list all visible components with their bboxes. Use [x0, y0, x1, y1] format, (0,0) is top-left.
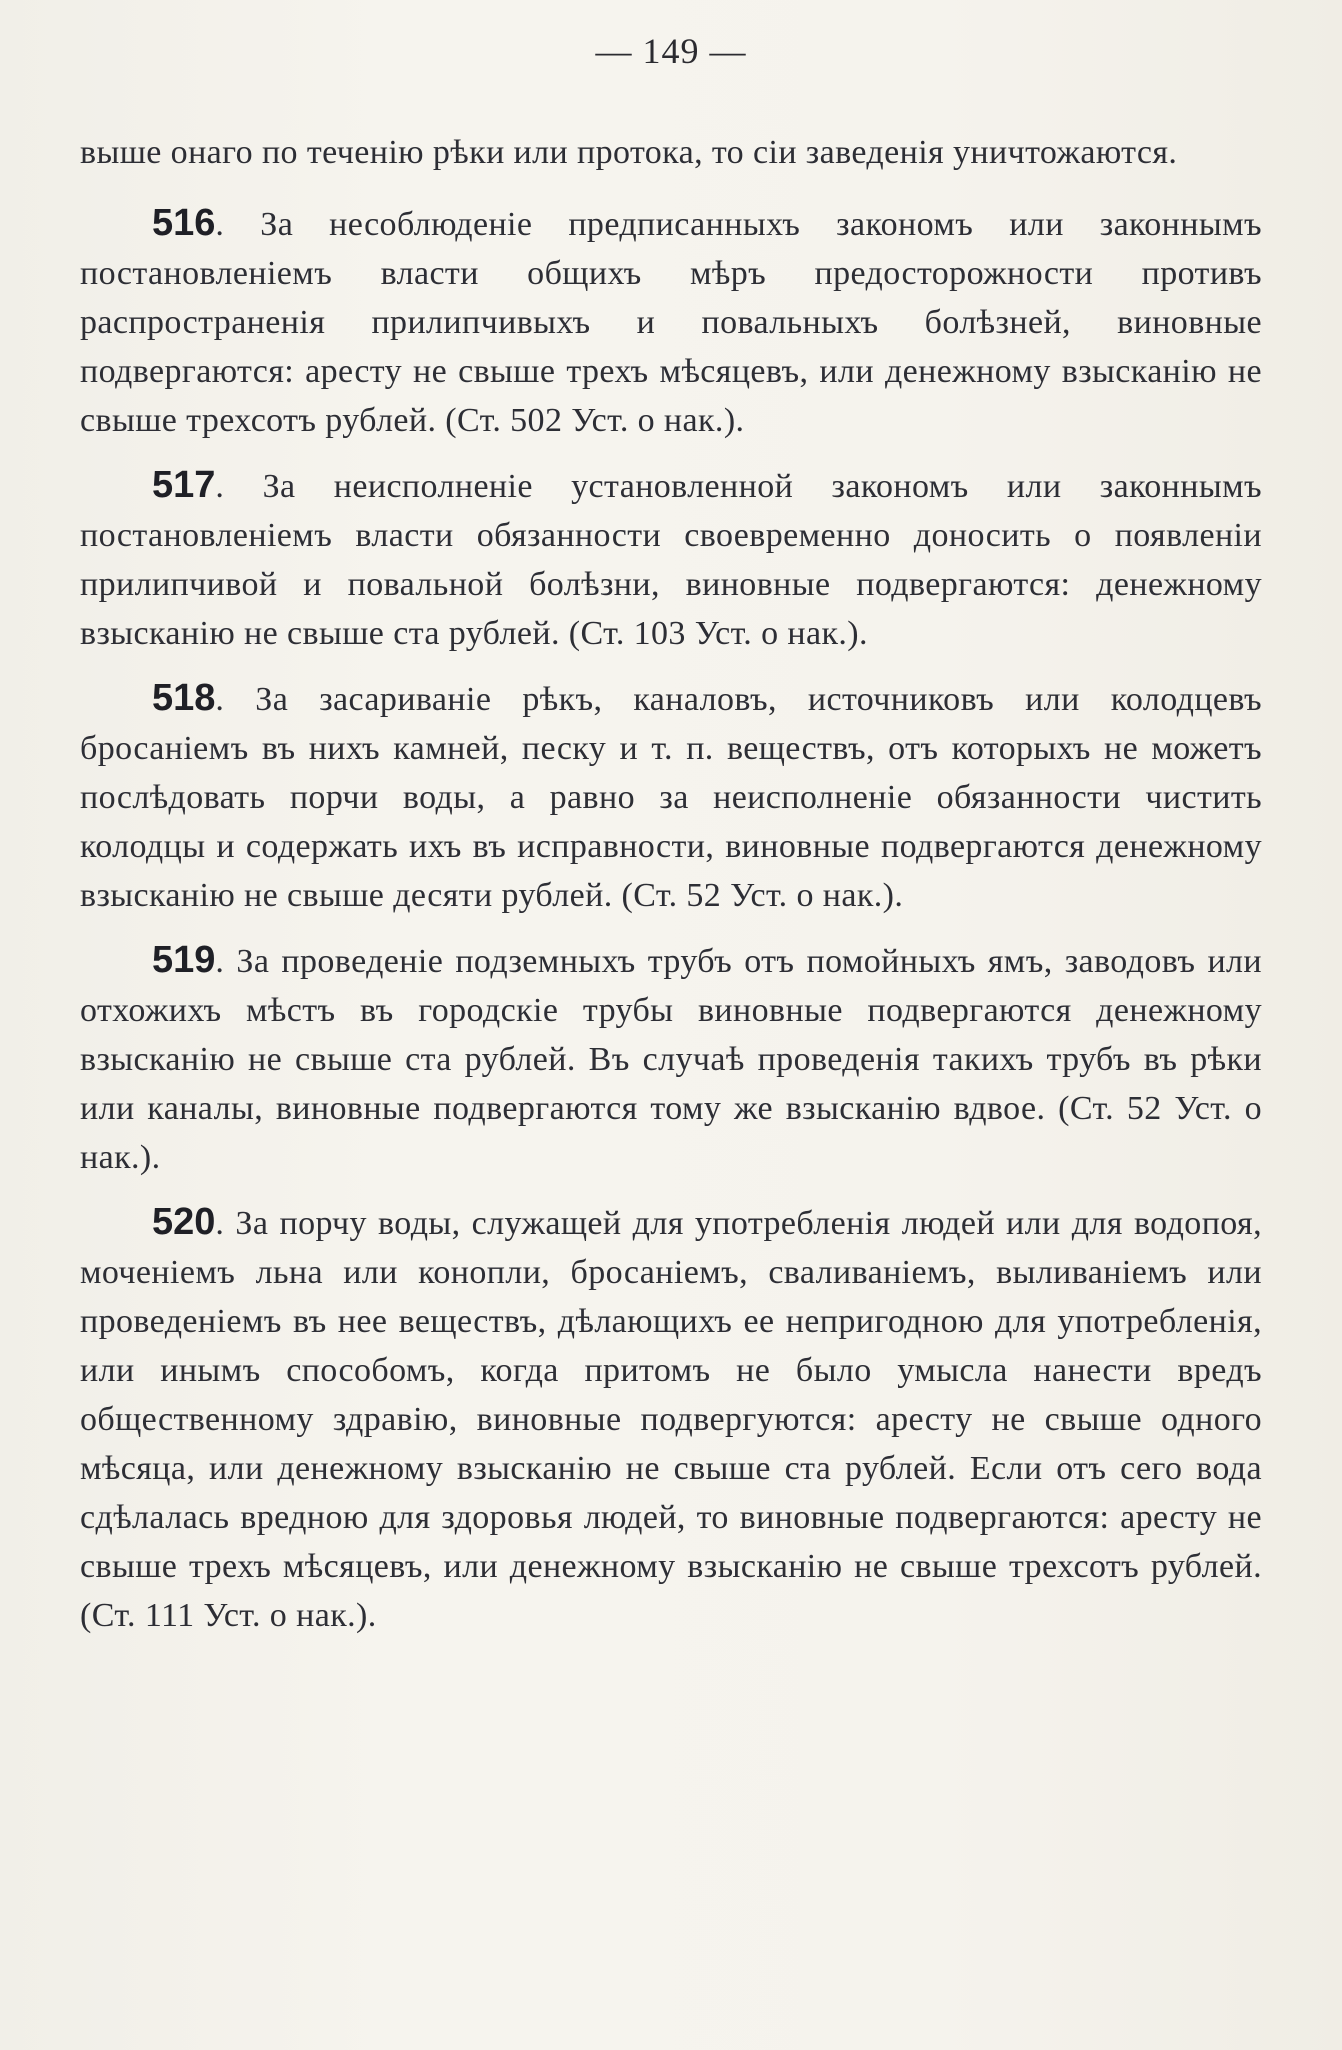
article-number: 518 — [152, 677, 216, 719]
article-text: . За проведеніе подземныхъ трубъ отъ помойныхъ ямъ, заводовъ или отхожихъ мѣстъ въ городскіе трубы виновные подвергаются денежному взысканію не свыше ста рублей. Въ случаѣ проведенія такихъ трубъ въ рѣки или каналы, виновные подвергаются тому же взысканію вдвое. (Ст. 52 Уст. о нак.). — [80, 943, 1262, 1176]
article-text: . За порчу воды, служащей для употребленія людей или для водопоя, моченіемъ льна или конопли, бросаніемъ, сваливаніемъ, выливаніемъ или проведеніемъ въ нее веществъ, дѣлающихъ ее непригодною для употребленія, или инымъ способомъ, когда притомъ не было умысла нанести вредъ общественному здравію, виновные подвергуются: аресту не свыше одного мѣсяца, или денежному взысканію не свыше ста рублей. Если отъ сего вода сдѣлалась вредною для здоровья людей, то виновные подвергаются: аресту не свыше трехъ мѣсяцевъ, или денежному взысканію не свыше трехсотъ рублей. (Ст. 111 Уст. о нак.). — [80, 1205, 1262, 1634]
article-519 — [80, 936, 1262, 1182]
article-text: . За несоблюденіе предписанныхъ закономъ или законнымъ постановленіемъ власти общихъ мѣръ предосторожности противъ распространенія прилипчивыхъ и повальныхъ болѣзней, виновные подвергаются: аресту не свыше трехъ мѣсяцевъ, или денежному взысканію не свыше трехсотъ рублей. (Ст. 502 Уст. о нак.). — [80, 206, 1262, 439]
article-number: 517 — [152, 464, 216, 506]
article-517 — [80, 461, 1262, 658]
article-518 — [80, 674, 1262, 920]
page-text — [80, 128, 1262, 1656]
continuation-paragraph: выше онаго по теченію рѣки или протока, то сіи заведенія уничтожаются. — [80, 134, 1178, 171]
article-text: . За засариваніе рѣкъ, каналовъ, источниковъ или колодцевъ бросаніемъ въ нихъ камней, песку и т. п. веществъ, отъ которыхъ не можетъ послѣдовать порчи воды, а равно за неисполненіе обязанности чистить колодцы и содержать ихъ въ исправности, виновные подвергаются денежному взысканію не свыше десяти рублей. (Ст. 52 Уст. о нак.). — [80, 681, 1262, 914]
article-520 — [80, 1198, 1262, 1640]
article-number: 519 — [152, 939, 216, 981]
page-number: — 149 — — [595, 31, 747, 71]
article-number: 520 — [152, 1201, 216, 1243]
article-516 — [80, 199, 1262, 445]
article-text: . За неисполненіе установленной закономъ или законнымъ постановленіемъ власти обязанности своевременно доносить о появленіи прилипчивой и повальной болѣзни, виновные подвергаются: денежному взысканію не свыше ста рублей. (Ст. 103 Уст. о нак.). — [80, 468, 1262, 652]
article-number: 516 — [152, 202, 216, 244]
